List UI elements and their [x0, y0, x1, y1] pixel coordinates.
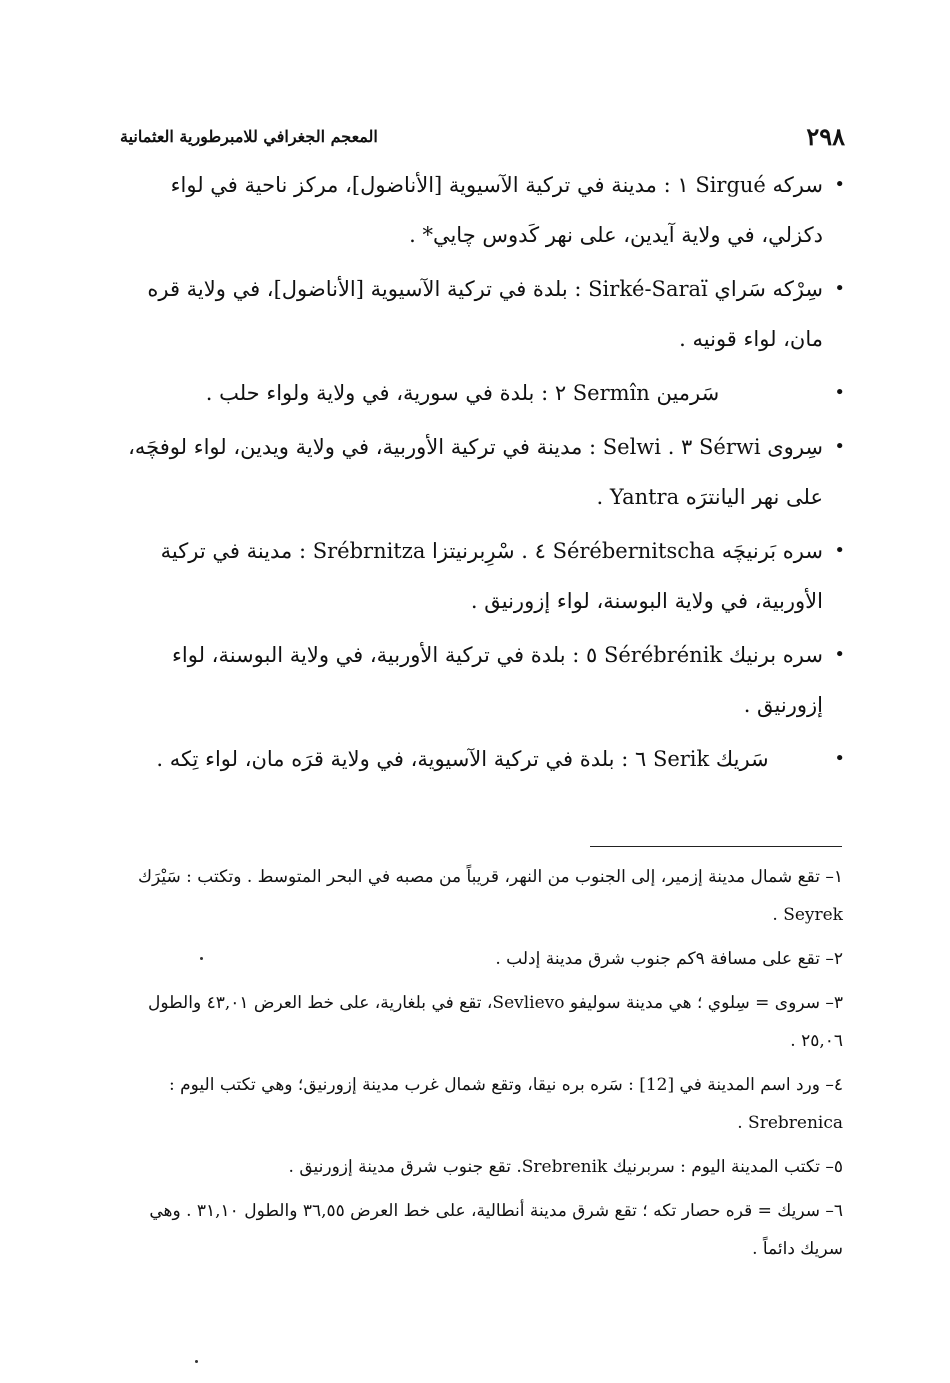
entry-serik: [120, 734, 845, 784]
entry-sirke-sarai: [120, 264, 845, 364]
bullet-icon: •: [834, 174, 845, 195]
entry-text: سِرْكه سَراي Sirké-Saraï : بلدة في تركية الآسيوية [الأناضول]، في ولاية قره مان، لواء قونيه .: [147, 277, 823, 351]
page-number: ٢٩٨: [806, 121, 845, 151]
page-header: [120, 118, 845, 154]
bullet-icon: •: [834, 748, 845, 769]
entry-sirgue: [120, 160, 845, 260]
footnotes: [118, 858, 843, 1274]
entry-text: سَرمين Sermîn ٢ : بلدة في سورية، في ولاية ولواء حلب .: [205, 381, 720, 405]
entry-text: سِروى Sérwi ٣ . Selwi : مدينة في تركية الأوربية، في ولاية ويدين، لواء لوفچَه، على نهر اليانترَه Yantra .: [128, 435, 823, 509]
bullet-icon: •: [834, 382, 845, 403]
bullet-icon: •: [834, 540, 845, 561]
entry-serebernitscha: [120, 526, 845, 626]
footnote-1: ١– تقع شمال مدينة إزمير، إلى الجنوب من النهر، قريباً من مصبه في البحر المتوسط . وتكتب : سَيْرَك Seyrek .: [137, 867, 843, 925]
gazetteer-entries: [120, 160, 845, 788]
bullet-icon: •: [834, 436, 845, 457]
footnote-5: ٥– تكتب المدينة اليوم : سربرنيك Srebrenik. تقع جنوب شرق مدينة إزورنيق .: [288, 1157, 843, 1177]
footnote-3: ٣– سروى = سِلوي ؛ هي مدينة سوليفو Sevlievo، تقع في بلغارية، على خط العرض ٤٣,٠١ والطول ٢٥,٠٦ .: [147, 993, 843, 1051]
scan-speck: [195, 1360, 198, 1363]
entry-serwi: [120, 422, 845, 522]
footnote-6: ٦– سريك = قره حصار تكه ؛ تقع شرق مدينة أنطالية، على خط العرض ٣٦,٥٥ والطول ٣١,١٠ . وهي سريك دائماً .: [149, 1201, 843, 1259]
footnote-2: ٢– تقع على مسافة ٩كم جنوب شرق مدينة إدلب .: [495, 949, 843, 969]
entry-text: سركه Sirgué ١ : مدينة في تركية الآسيوية [الأناضول]، مركز ناحية في لواء دكزلي، في ولاية آيدين، على نهر كَدوس چايي* .: [170, 173, 823, 247]
running-title: المعجم الجغرافي للامبرطورية العثمانية: [120, 126, 378, 146]
entry-text: سره بَرنيچَه Sérébernitscha ٤ . سْرِبرنيتزا Srébrnitza : مدينة في تركية الأوربية، في ولاية البوسنة، لواء إزورنيق .: [160, 539, 823, 613]
scan-speck: [200, 957, 203, 960]
footnote-4: ٤– ورد اسم المدينة في [12] : سَره بره نيقا، وتقع شمال غرب مدينة إزورنيق؛ وهي تكتب اليوم : Srebrenica .: [168, 1075, 843, 1133]
entry-text: سَريك Serik ٦ : بلدة في تركية الآسيوية، في ولاية قرَه مان، لواء تِكه .: [156, 747, 769, 771]
entry-serebrenik: [120, 630, 845, 730]
footnote-separator: [590, 846, 842, 847]
bullet-icon: •: [834, 278, 845, 299]
entry-sermin: [120, 368, 845, 418]
bullet-icon: •: [834, 644, 845, 665]
entry-text: سره برنيك Sérébrénik ٥ : بلدة في تركية الأوربية، في ولاية البوسنة، لواء إزورنيق .: [172, 643, 823, 717]
